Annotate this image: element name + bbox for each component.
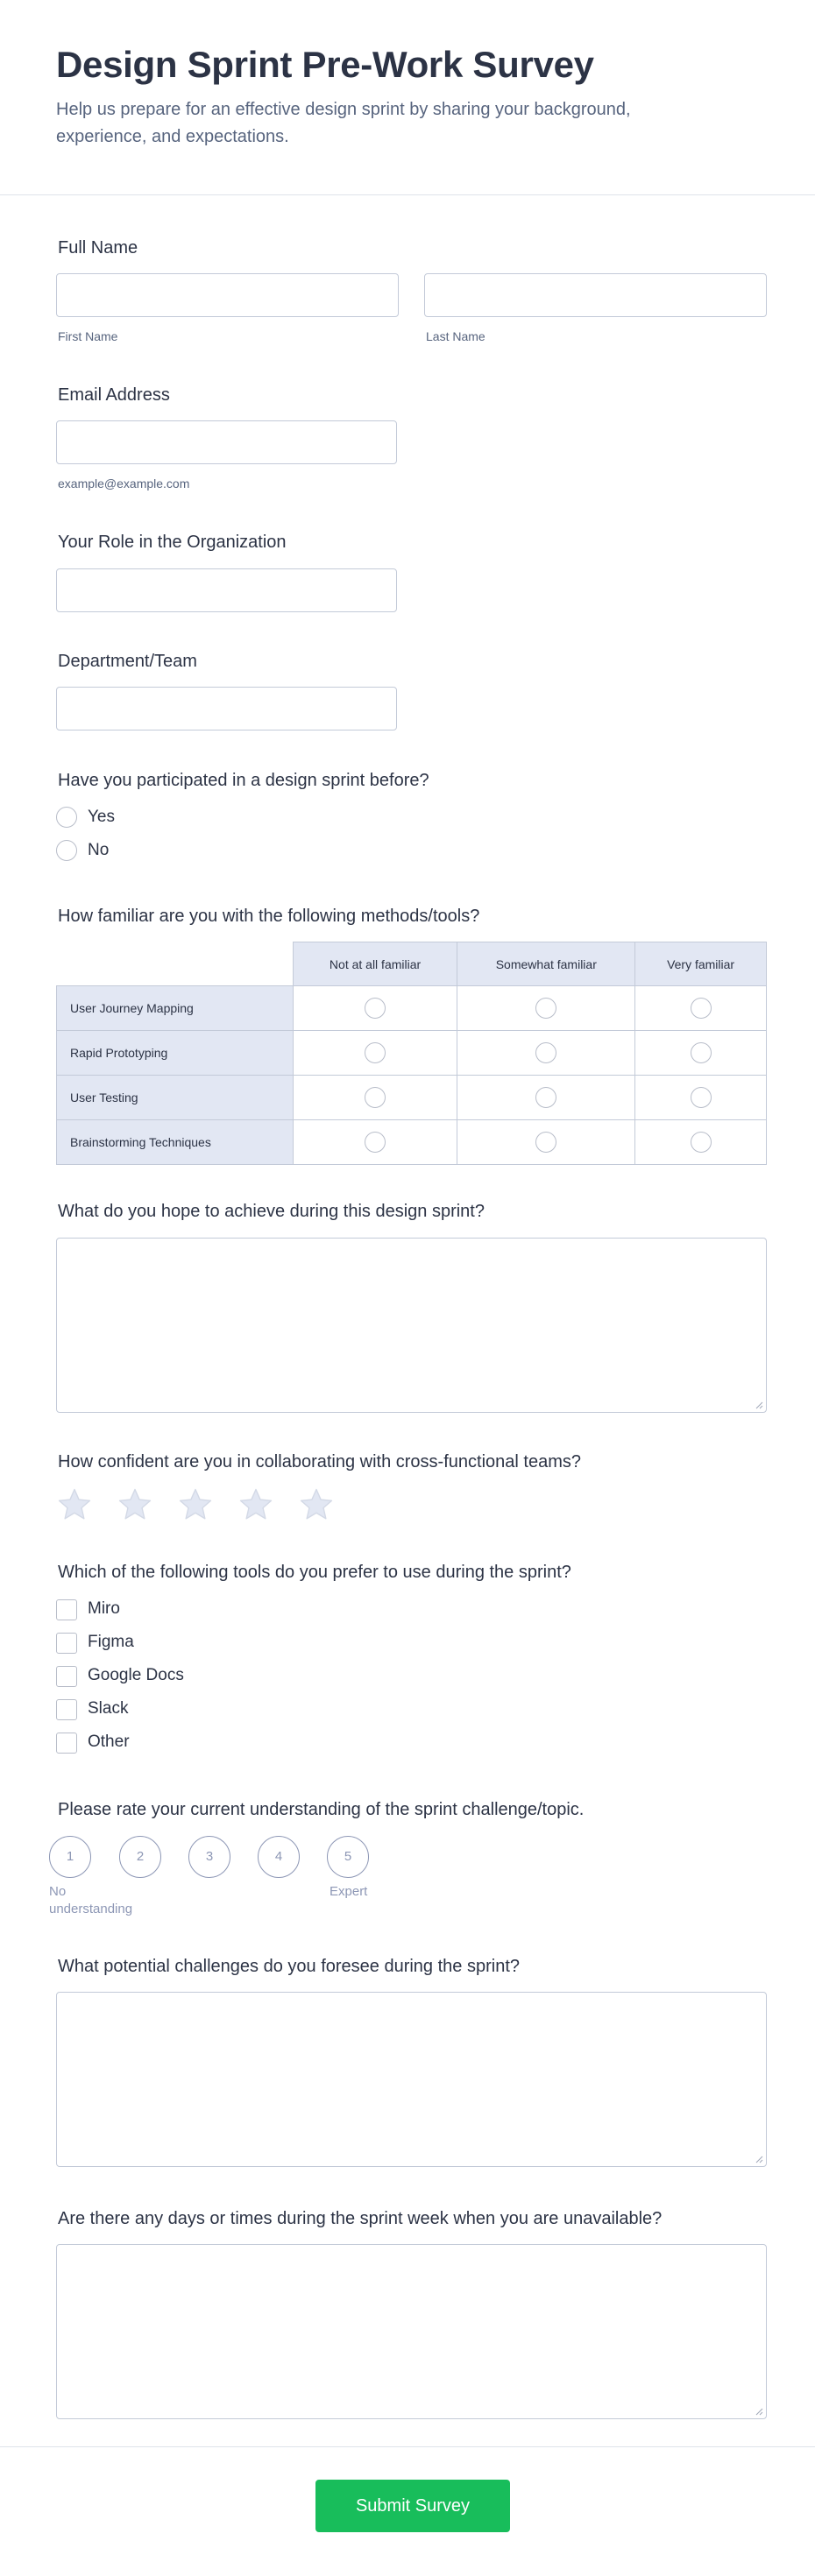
scale-low-label: No understanding (49, 1884, 133, 1916)
scale-option-2[interactable]: 2 (119, 1836, 161, 1878)
scale-option-1[interactable]: 1 (49, 1836, 91, 1878)
role-label: Your Role in the Organization (58, 533, 287, 552)
radio-no-label: No (88, 841, 110, 859)
form-header (0, 0, 815, 195)
matrix-radio[interactable] (535, 1087, 556, 1108)
matrix-radio[interactable] (691, 1087, 712, 1108)
department-label: Department/Team (58, 652, 197, 671)
challenges-label: What potential challenges do you foresee during the sprint? (58, 1957, 521, 1976)
tools-label: Which of the following tools do you prefer to use during the sprint? (58, 1563, 571, 1582)
star-icon[interactable] (177, 1486, 214, 1523)
matrix-radio[interactable] (365, 998, 386, 1019)
matrix-row-header: User Journey Mapping (57, 986, 294, 1031)
resize-grip-icon[interactable] (755, 2156, 763, 2163)
email-input[interactable] (56, 420, 397, 464)
matrix-radio[interactable] (691, 1132, 712, 1153)
last-name-sublabel: Last Name (426, 329, 485, 343)
hope-textarea[interactable] (56, 1238, 767, 1413)
star-icon[interactable] (237, 1486, 274, 1523)
checkbox-other[interactable] (56, 1733, 77, 1754)
checkbox-miro-label: Miro (88, 1599, 120, 1618)
matrix-radio[interactable] (535, 1042, 556, 1063)
matrix-row (57, 1076, 767, 1120)
resize-grip-icon[interactable] (755, 2408, 763, 2416)
hope-label: What do you hope to achieve during this design sprint? (58, 1202, 485, 1221)
matrix-radio[interactable] (535, 998, 556, 1019)
familiarity-matrix (56, 942, 767, 1165)
scale-option-5[interactable]: 5 (327, 1836, 369, 1878)
role-input[interactable] (56, 568, 397, 612)
checkbox-google-docs[interactable] (56, 1666, 77, 1687)
radio-yes[interactable] (56, 807, 77, 828)
checkbox-slack-label: Slack (88, 1699, 129, 1718)
challenges-textarea[interactable] (56, 1992, 767, 2167)
full-name-label: Full Name (58, 238, 138, 258)
unavailable-label: Are there any days or times during the sprint week when you are unavailable? (58, 2209, 663, 2228)
participated-label: Have you participated in a design sprint before? (58, 771, 429, 790)
scale-high-label: Expert (330, 1884, 368, 1899)
matrix-col-header: Not at all familiar (293, 942, 457, 986)
matrix-corner (57, 942, 294, 986)
confidence-label: How confident are you in collaborating with cross-functional teams? (58, 1452, 581, 1471)
page-subtitle: Help us prepare for an effective design sprint by sharing your background, experience, and expectations. (56, 100, 631, 146)
page-title: Design Sprint Pre-Work Survey (56, 44, 594, 85)
matrix-row (57, 986, 767, 1031)
unavailable-textarea[interactable] (56, 2244, 767, 2419)
checkbox-google-docs-label: Google Docs (88, 1666, 184, 1684)
submit-button[interactable]: Submit Survey (315, 2480, 510, 2532)
email-label: Email Address (58, 385, 170, 405)
checkbox-other-label: Other (88, 1733, 130, 1751)
matrix-row-header: Rapid Prototyping (57, 1031, 294, 1076)
matrix-radio[interactable] (365, 1132, 386, 1153)
matrix-radio[interactable] (691, 1042, 712, 1063)
scale-option-3[interactable]: 3 (188, 1836, 230, 1878)
checkbox-figma-label: Figma (88, 1633, 134, 1651)
checkbox-miro[interactable] (56, 1599, 77, 1620)
matrix-row-header: User Testing (57, 1076, 294, 1120)
footer-divider (0, 2446, 815, 2447)
matrix-radio[interactable] (535, 1132, 556, 1153)
star-icon[interactable] (298, 1486, 335, 1523)
first-name-sublabel: First Name (58, 329, 118, 343)
star-icon[interactable] (117, 1486, 153, 1523)
resize-grip-icon[interactable] (755, 1401, 763, 1409)
last-name-input[interactable] (424, 273, 767, 317)
matrix-radio[interactable] (365, 1087, 386, 1108)
matrix-radio[interactable] (365, 1042, 386, 1063)
matrix-col-header: Very familiar (635, 942, 767, 986)
first-name-input[interactable] (56, 273, 399, 317)
checkbox-figma[interactable] (56, 1633, 77, 1654)
radio-yes-label: Yes (88, 808, 115, 826)
scale-option-4[interactable]: 4 (258, 1836, 300, 1878)
email-sublabel: example@example.com (58, 476, 190, 490)
matrix-radio[interactable] (691, 998, 712, 1019)
checkbox-slack[interactable] (56, 1699, 77, 1720)
familiarity-label: How familiar are you with the following methods/tools? (58, 907, 480, 926)
department-input[interactable] (56, 687, 397, 730)
matrix-row (57, 1120, 767, 1165)
understanding-label: Please rate your current understanding of the sprint challenge/topic. (58, 1800, 585, 1819)
matrix-row (57, 1031, 767, 1076)
matrix-row-header: Brainstorming Techniques (57, 1120, 294, 1165)
star-icon[interactable] (56, 1486, 93, 1523)
radio-no[interactable] (56, 840, 77, 861)
matrix-col-header: Somewhat familiar (457, 942, 635, 986)
